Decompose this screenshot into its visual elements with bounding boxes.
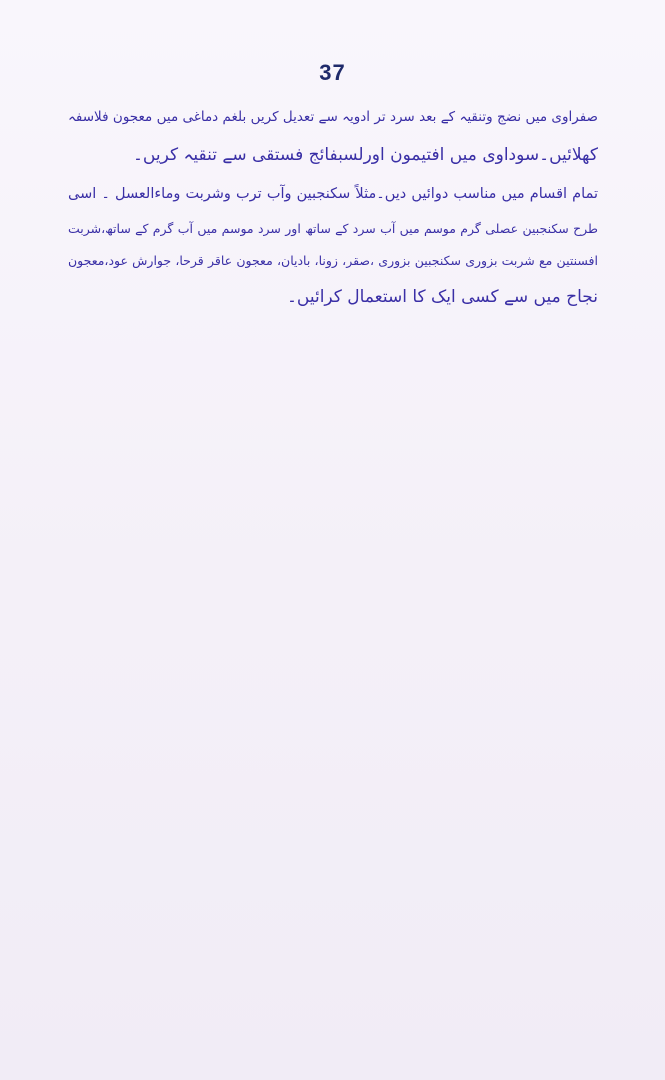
page-number: 37 — [319, 60, 346, 85]
paragraph-2-line-1: تمام اقسام میں مناسب دوائیں دیں۔مثلاً سکنجبین وآب ترب وشربت وماءالعسل ۔ اسی — [68, 185, 598, 202]
body-text — [68, 100, 598, 320]
paragraph-2-line-4: نجاح میں سے کسی ایک کا استعمال کرائیں۔ — [286, 287, 598, 308]
paragraph-2-line-3: افسنتین مع شربت بزوری سکنجبین بزوری ،صقر، زونا، بادیان، معجون عاقر قرحا، جوارش عود،معجون — [68, 252, 598, 268]
paragraph-1 — [68, 100, 598, 178]
paragraph-2 — [68, 176, 598, 320]
paragraph-1-line-2: کھلائیں۔سوداوی میں افتیمون اورلسبفائج فستقی سے تنقیہ کریں۔ — [132, 145, 598, 166]
paragraph-2-line-2: طرح سکنجبین عصلی گرم موسم میں آب سرد کے ساتھ اور سرد موسم میں آب گرم کے ساتھ،شربت — [68, 220, 598, 236]
paragraph-1-line-1: صفراوی میں نضج وتنقیہ کے بعد سرد تر ادویہ سے تعدیل کریں بلغم دماغی میں معجون فلاسفہ — [68, 109, 598, 125]
